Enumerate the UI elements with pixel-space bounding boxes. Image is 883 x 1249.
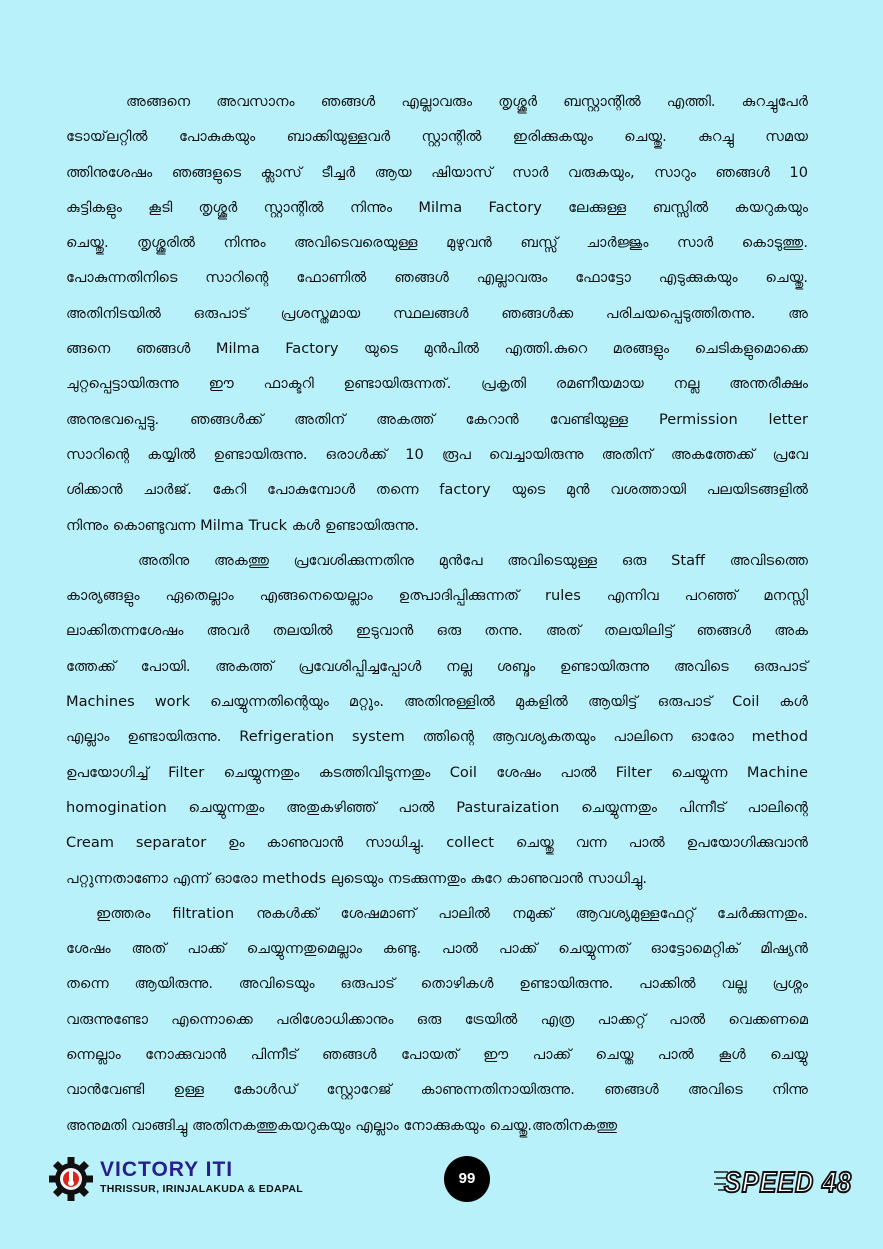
text-line: ത്തേക്ക് പോയി. അകത്ത് പ്രവേശിപ്പിച്ചപ്പോൾ നല്ല ശബ്ദം ഉണ്ടായിരുന്നു അവിടെ ഒരുപാട്: [66, 657, 808, 675]
text-line: വരുന്നുണ്ടോ എന്നൊക്കെ പരിശോധിക്കാനും ഒരു ട്രേയിൽ എത്ര പാക്കറ്റ് പാൽ വെക്കണമെ: [66, 1010, 808, 1028]
text-line: homogination ചെയ്യുന്നതും അതുകഴിഞ്ഞ് പാൽ Pasturaization ചെയ്യുന്നതും പിന്നീട് പാലിന്റെ: [66, 798, 808, 816]
text-line: ത്തിനുശേഷം ഞങ്ങളുടെ ക്ലാസ് ടീച്ചർ ആയ ഷിയാസ് സാർ വരുകയും, സാറും ഞങ്ങൾ 10: [66, 163, 808, 181]
text-line: ശിക്കാൻ ചാർജ്. കേറി പോകുമ്പോൾ തന്നെ factory യുടെ മുൻ വശത്തായി പലയിടങ്ങളിൽ: [66, 481, 808, 499]
text-line: പോകുന്നതിനിടെ സാറിന്റെ ഫോണിൽ ഞങ്ങൾ എല്ലാവരും ഫോട്ടോ എടുക്കുകയും ചെയ്തു.: [66, 269, 808, 287]
paragraph-2: [66, 543, 808, 896]
text-line: Cream separator ഉം കാണുവാൻ സാധിച്ചു. collect ചെയ്തു വന്ന പാൽ ഉപയോഗിക്കുവാൻ: [66, 834, 808, 852]
text-line: ങ്ങനെ ഞങ്ങൾ Milma Factory യുടെ മുൻപിൽ എത്തി.കുറെ മരങ്ങളും ചെടികളുമൊക്കെ: [66, 340, 808, 358]
text-line: അനുഭവപ്പെട്ടു. ഞങ്ങൾക്ക് അതിന് അകത്ത് കേറാൻ വേണ്ടിയുള്ള Permission letter: [66, 410, 808, 428]
text-line: ശേഷം അത് പാക്ക് ചെയ്യുന്നതുമെല്ലാം കണ്ടു. പാൽ പാക്ക് ചെയ്യുന്നത് ഓട്ടോമെറ്റിക് മിഷ്യൻ: [66, 940, 808, 958]
text-line: പറ്റുന്നതാണോ എന്ന് ഓരോ methods ലുടെയും നടക്കുന്നതും കുറേ കാണുവാൻ സാധിച്ചു.: [66, 869, 647, 887]
text-line: വാൻവേണ്ടി ഉള്ള കോൾഡ് സ്റ്റോറേജ് കാണുന്നതിനായിരുന്നു. ഞങ്ങൾ അവിടെ നിന്നു: [66, 1081, 808, 1099]
text-line: നിന്നും കൊണ്ടുവന്ന Milma Truck കൾ ഉണ്ടായിരുന്നു.: [66, 516, 419, 534]
paragraph-1: [66, 84, 808, 543]
text-line: അതിനിടയിൽ ഒരുപാട് പ്രശസ്തമായ സ്ഥലങ്ങൾ ഞങ്ങൾക്ക പരിചയപ്പെടുത്തിതന്നു. അ: [66, 304, 808, 322]
text-line: ലാക്കിതന്നശേഷം അവർ തലയിൽ ഇടുവാൻ ഒരു തന്നു. അത് തലയിലിട്ട് ഞങ്ങൾ അക: [66, 622, 808, 640]
brand-locations: THRISSUR, IRINJALAKUDA & EDAPAL: [100, 1183, 303, 1195]
page-number: 99: [444, 1156, 490, 1202]
text-line: ഇത്തരം filtration നുകൾക്ക് ശേഷമാണ് പാലിൽ നമുക്ക് ആവശ്യമുള്ളഫേറ്റ് ചേർക്കുന്നതും.: [96, 904, 808, 922]
text-line: അനുമതി വാങ്ങിച്ചു അതിനകത്തുകയറുകയും എല്ലാം നോക്കുകയും ചെയ്തു.അതിനകത്തു: [66, 1116, 618, 1134]
text-line: സാറിന്റെ കയ്യിൽ ഉണ്ടായിരുന്നു. ഒരാൾക്ക് 10 രൂപ വെച്ചായിരുന്നു അതിന് അകത്തേക്ക് പ്രവേ: [66, 445, 808, 463]
text-line: അതിനു അകത്തു പ്രവേശിക്കുന്നതിനു മുൻപേ അവിടെയുള്ള ഒരു Staff അവിടത്തെ: [138, 551, 808, 569]
text-line: ചെയ്തു. തൃശ്ശൂരിൽ നിന്നും അവിടെവരെയുള്ള മുഴുവൻ ബസ്സ് ചാർജ്ജും സാർ കൊടുത്തു.: [66, 234, 808, 252]
page-footer: [0, 1150, 883, 1210]
text-line: അങ്ങനെ അവസാനം ഞങ്ങൾ എല്ലാവരും തൃശ്ശൂർ ബസ്റ്റാന്റിൽ എത്തി. കുറച്ചുപേർ: [126, 93, 808, 110]
text-line: ന്നെല്ലാം നോക്കുവാൻ പിന്നീട് ഞങ്ങൾ പോയത് ഈ പാക്ക് ചെയ്ത പാൽ കൂൾ ചെയ്യു: [66, 1046, 808, 1064]
text-line: ടോയ്‌ലറ്റിൽ പോകുകയും ബാക്കിയുള്ളവർ സ്റ്റാന്റിൽ ഇരിക്കുകയും ചെയ്തു. കുറച്ചു സമയ: [66, 128, 808, 146]
speed-mark-text: SPEED 48: [724, 1167, 852, 1199]
page-body: [66, 84, 808, 1143]
text-line: എല്ലാം ഉണ്ടായിരുന്നു. Refrigeration system ത്തിന്റെ ആവശ്യകതയും പാലിനെ ഓരോ method: [66, 728, 808, 746]
text-line: കാര്യങ്ങളും ഏതെല്ലാം എങ്ങനെയെല്ലാം ഉത്പാദിപ്പിക്കുന്നത് rules എന്നിവ പറഞ്ഞ് മനസ്സി: [66, 587, 808, 605]
brand-name: VICTORY ITI: [100, 1158, 234, 1181]
gear-logo-icon: [48, 1156, 94, 1202]
text-line: ചുറ്റപ്പെട്ടായിരുന്നു ഈ ഫാക്ടറി ഉണ്ടായിരുന്നത്. പ്രകൃതി രമണീയമായ നല്ല അന്തരീക്ഷം: [66, 375, 808, 393]
text-line: തന്നെ ആയിരുന്നു. അവിടെയും ഒരുപാട് തൊഴികൾ ഉണ്ടായിരുന്നു. പാക്കിൽ വല്ല പ്രശ്നം: [66, 975, 808, 993]
paragraph-3: [66, 896, 808, 1143]
text-line: കുട്ടികളും കൂടി തൃശ്ശൂർ സ്റ്റാന്റിൽ നിന്നും Milma Factory ലേക്കുള്ള ബസ്സിൽ കയറുകയും: [66, 198, 808, 216]
speed-48-mark: [714, 1158, 854, 1202]
text-line: Machines work ചെയ്യുന്നതിന്റെയും മറ്റും. അതിനുള്ളിൽ മുകളിൽ ആയിട്ട് ഒരുപാട് Coil കൾ: [66, 693, 808, 711]
text-line: ഉപയോഗിച്ച് Filter ചെയ്യുന്നതും കടത്തിവിടുന്നതും Coil ശേഷം പാൽ Filter ചെയ്യുന്ന Machine: [66, 763, 808, 781]
